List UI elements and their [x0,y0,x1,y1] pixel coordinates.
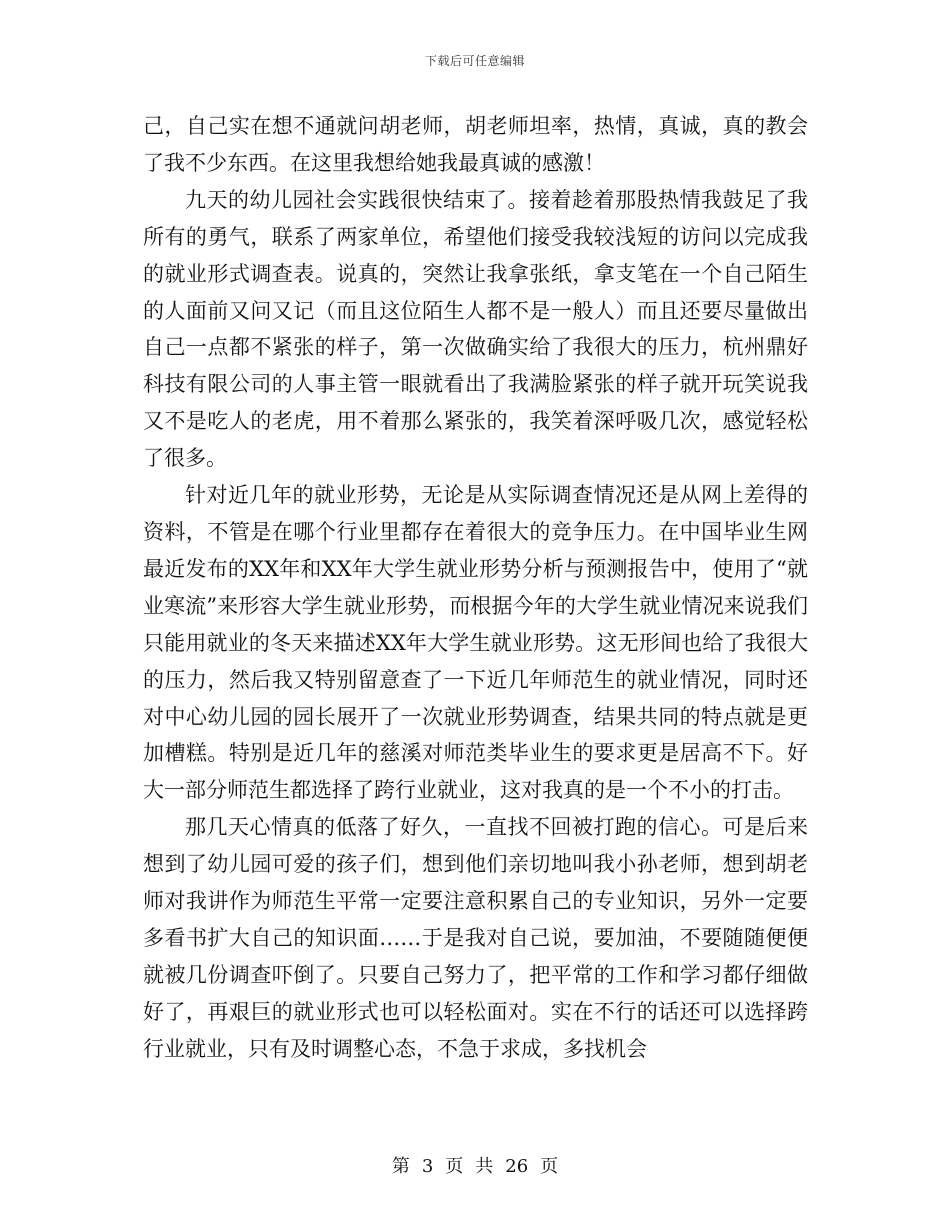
paragraph: 己，自己实在想不通就问胡老师，胡老师坦率，热情，真诚，真的教会了我不少东西。在这里我想给她我最真诚的感激！ [143,114,808,175]
page-footer [0,1152,950,1178]
page-header-note: 下载后可任意编辑 [424,54,525,68]
footer-page-label: 页 [445,1156,464,1177]
footer-total-pages: 26 [505,1156,529,1177]
footer-total-label: 共 [475,1156,494,1177]
paragraph: 针对近几年的就业形势，无论是从实际调查情况还是从网上差得的资料，不管是在哪个行业里都存在着很大的竞争压力。在中国毕业生网最近发布的XX年和XX年大学生就业形势分析与预测报告中，使用了“就业寒流”来形容大学生就业形势，而根据今年的大学生就业情况来说我们只能用就业的冬天来描述XX年大学生就业形势。这无形间也给了我很大的压力，然后我又特别留意查了一下近几年师范生的就业情况，同时还对中心幼儿园的园长展开了一次就业形势调查，结果共同的特点就是更加槽糕。特别是近几年的慈溪对师范类毕业生的要求更是居高不下。好大一部分师范生都选择了跨行业就业，这对我真的是一个不小的打击。 [143,483,808,803]
document-body [143,108,808,1068]
footer-suffix: 页 [540,1156,559,1177]
footer-page-number: 3 [421,1156,434,1177]
paragraph: 九天的幼儿园社会实践很快结束了。接着趁着那股热情我鼓足了我所有的勇气，联系了两家单位，希望他们接受我较浅短的访问以完成我的就业形式调查表。说真的，突然让我拿张纸，拿支笔在一个自己陌生的人面前又问又记（而且这位陌生人都不是一般人）而且还要尽量做出自己一点都不紧张的样子，第一次做确实给了我很大的压力，杭州鼎好科技有限公司的人事主管一眼就看出了我满脸紧张的样子就开玩笑说我又不是吃人的老虎，用不着那么紧张的，我笑着深呼吸几次，感觉轻松了很多。 [143,187,808,471]
footer-prefix: 第 [391,1156,410,1177]
paragraph: 那几天心情真的低落了好久，一直找不回被打跑的信心。可是后来想到了幼儿园可爱的孩子们，想到他们亲切地叫我小孙老师，想到胡老师对我讲作为师范生平常一定要注意积累自己的专业知识，另外一定要多看书扩大自己的知识面……于是我对自己说，要加油，不要随随便便就被几份调查吓倒了。只要自己努力了，把平常的工作和学习都仔细做好了，再艰巨的就业形式也可以轻松面对。实在不行的话还可以选择跨行业就业，只有及时调整心态，不急于求成，多找机会 [143,815,808,1061]
